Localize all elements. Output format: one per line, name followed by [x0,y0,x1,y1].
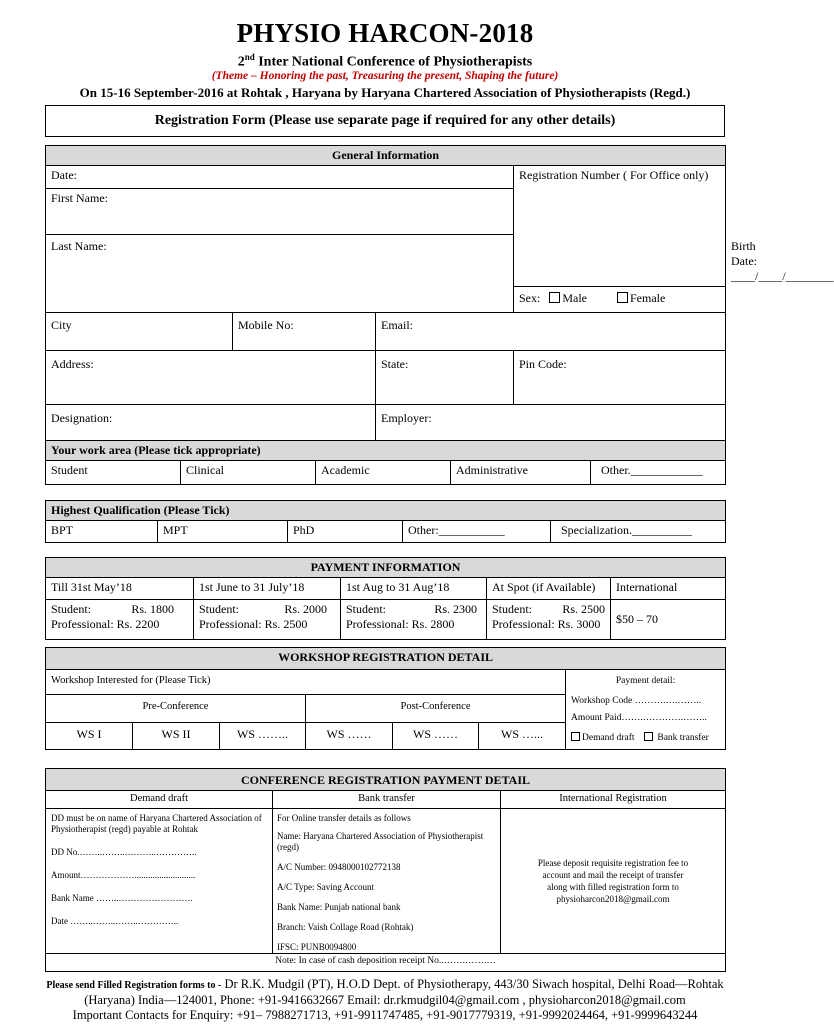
bank-transfer-details [273,809,501,954]
qualification-specialization[interactable]: Specialization.__________ [551,521,726,543]
student-label: Student: [199,602,240,616]
student-fee-row [492,602,605,617]
amount-paid-field[interactable]: Amount Paid…….………….…….. [571,713,707,723]
payment-fees-international: $50 – 70 [611,600,726,640]
payment-table [45,557,726,640]
workshop-ws-3[interactable]: WS …….. [220,723,306,750]
dd-date-field[interactable]: Date ……..……..……..………….. [51,916,179,926]
bank-transfer-label: Bank transfer [657,733,709,743]
qualification-mpt[interactable]: MPT [158,521,288,543]
professional-label: Professional: [51,617,114,631]
registration-form-heading: Registration Form (Please use separate page if required for any other details) [45,105,725,137]
work-area-heading: Your work area (Please tick appropriate) [46,441,726,461]
qualification-phd[interactable]: PhD [288,521,403,543]
student-fee-row [51,602,188,617]
dd-instructions: DD must be on name of Haryana Chartered Association of Physiotherapist (regd) payable at Rohtak [51,813,262,834]
workshop-ws-1[interactable]: WS I [46,723,133,750]
sex-field [514,287,726,313]
male-checkbox[interactable] [549,292,560,303]
demand-draft-label: Demand draft [582,733,635,743]
subtitle-sup: nd [244,52,255,62]
pin-code-field[interactable]: Pin Code: [514,351,726,405]
date-field[interactable]: Date: [46,166,514,189]
professional-label: Professional: [199,617,262,631]
general-information-heading: General Information [46,146,726,166]
last-name-field[interactable] [46,235,514,313]
professional-label: Professional: [346,617,409,631]
work-area-table [45,440,726,485]
payment-period-international: International [611,578,726,600]
professional-fee: Rs. 2500 [264,617,308,631]
bank-transfer-checkbox[interactable] [644,732,653,741]
online-transfer-note: For Online transfer details as follows [277,813,411,823]
subtitle-number: 2 [237,54,245,70]
workshop-ws-2[interactable]: WS II [133,723,220,750]
payment-fees-1 [46,600,194,640]
payment-detail-label: Payment detail: [615,676,676,686]
footer-send-bold: Please send Filled Registration forms to - [46,980,222,991]
conference-heading: CONFERENCE REGISTRATION PAYMENT DETAIL [46,769,726,791]
work-area-clinical[interactable]: Clinical [181,461,316,485]
qualification-heading: Highest Qualification (Please Tick) [46,501,726,521]
workshop-payment-detail [566,670,726,750]
venue-line: On 15-16 September-2016 at Rohtak , Haryana by Haryana Chartered Association of Physiotherapists (Regd.) [79,85,691,100]
payment-period-1: Till 31st May’18 [46,578,194,600]
demand-draft-checkbox[interactable] [571,732,580,741]
registration-number-field: Registration Number ( For Office only) [514,166,726,287]
account-name: Name: Haryana Chartered Association of Physiotherapist (regd) [277,831,484,852]
workshop-code-field[interactable]: Workshop Code ……….….…….. [571,696,702,706]
first-name-field[interactable]: First Name: [46,189,514,235]
payment-fees-4 [487,600,611,640]
bank-name: Bank Name: Punjab national bank [277,902,401,912]
student-fee: Rs. 1800 [131,602,174,616]
international-registration-details: Please deposit requisite registration fee to account and mail the receipt of transfer along with filled registration form to physioharcon2018@gmail.com [501,809,726,954]
conference-col-international: International Registration [501,791,726,809]
qualification-other[interactable]: Other:___________ [403,521,551,543]
dd-bank-name-field[interactable]: Bank Name ……..……………………. [51,893,193,903]
cash-deposit-note[interactable]: Note: In case of cash deposition receipt No..…….…….… [46,954,726,972]
payment-period-3: 1st Aug to 31 Aug’18 [341,578,487,600]
payment-fees-3 [341,600,487,640]
professional-fee: Rs. 2800 [411,617,455,631]
work-area-administrative[interactable]: Administrative [451,461,591,485]
ifsc-code: IFSC: PUNB0094800 [277,942,357,952]
footer-send-address: Dr R.K. Mudgil (PT), H.O.D Dept. of Physiotherapy, 443/30 Siwach hospital, Delhi Road—Rohtak [221,977,724,991]
general-information-table: General Information Date: Registration Number ( For Office only) First Name: Last Name: Birth Date: ____/____/________ Sex: Male Female City Mobile No: Email: Address: State: Pin Code: Designation: Employer: [45,145,726,445]
professional-fee-row [492,617,605,632]
employer-field[interactable]: Employer: [376,405,726,445]
work-area-student[interactable]: Student [46,461,181,485]
mobile-field[interactable]: Mobile No: [233,313,376,351]
female-label: Female [630,291,666,305]
conference-col-bank-transfer: Bank transfer [273,791,501,809]
page-title: PHYSIO HARCON-2018 [236,18,534,48]
student-fee-row [199,602,335,617]
dd-amount-field[interactable]: Amount………………........................... [51,870,196,880]
dd-number-field[interactable]: DD No.……..……..………..………….. [51,847,197,857]
work-area-academic[interactable]: Academic [316,461,451,485]
payment-method-options [571,727,720,747]
workshop-interested-label: Workshop Interested for (Please Tick) [46,670,566,695]
designation-field[interactable]: Designation: [46,405,376,445]
payment-period-4: At Spot (if Available) [487,578,611,600]
student-label: Student: [492,602,533,616]
male-label: Male [562,291,587,305]
professional-fee: Rs. 2200 [116,617,160,631]
account-number: A/C Number: 0948000102772138 [277,862,401,872]
last-name-label: Last Name: [51,239,107,253]
conference-payment-table [45,768,726,972]
theme-line: (Theme – Honoring the past, Treasuring the present, Shaping the future) [211,70,559,82]
professional-label: Professional: [492,617,555,631]
professional-fee-row [51,617,188,632]
pre-conference-label: Pre-Conference [46,694,306,723]
payment-heading: PAYMENT INFORMATION [46,558,726,578]
conference-col-demand-draft: Demand draft [46,791,273,809]
professional-fee-row [199,617,335,632]
payment-period-2: 1st June to 31 July’18 [194,578,341,600]
footer-send-to [0,977,770,992]
student-fee: Rs. 2500 [562,602,605,616]
qualification-bpt[interactable]: BPT [46,521,158,543]
city-field[interactable]: City [46,313,233,351]
workshop-ws-6[interactable]: WS …... [479,723,566,750]
qualification-table [45,500,726,543]
workshop-ws-5[interactable]: WS …… [393,723,479,750]
post-conference-label: Post-Conference [306,694,566,723]
student-fee: Rs. 2300 [434,602,477,616]
sex-label: Sex: [519,291,541,305]
footer-enquiry: Important Contacts for Enquiry: +91– 7988271713, +91-9911747485, +91-9017779319, +91-9992024464, +91-9999643244 [72,1008,698,1022]
email-field[interactable]: Email: [376,313,726,351]
student-label: Student: [51,602,92,616]
work-area-other[interactable]: Other.____________ [591,461,726,485]
demand-draft-details [46,809,273,954]
workshop-ws-4[interactable]: WS …… [306,723,393,750]
student-fee-row [346,602,481,617]
workshop-table [45,647,726,750]
workshop-heading: WORKSHOP REGISTRATION DETAIL [46,648,726,670]
payment-fees-2 [194,600,341,640]
student-label: Student: [346,602,387,616]
footer-contact: (Haryana) India—124001, Phone: +91-9416632667 Email: dr.rkmudgil04@gmail.com , physioharcon2018@gmail.com [84,993,686,1007]
subtitle-text: Inter National Conference of Physiotherapists [254,54,533,70]
state-field[interactable]: State: [376,351,514,405]
address-field[interactable]: Address: [46,351,376,405]
professional-fee: Rs. 3000 [557,617,601,631]
student-fee: Rs. 2000 [284,602,327,616]
professional-fee-row [346,617,481,632]
conference-subtitle [0,52,770,71]
female-checkbox[interactable] [617,292,628,303]
account-type: A/C Type: Saving Account [277,882,374,892]
bank-branch: Branch: Vaish Collage Road (Rohtak) [277,922,414,932]
